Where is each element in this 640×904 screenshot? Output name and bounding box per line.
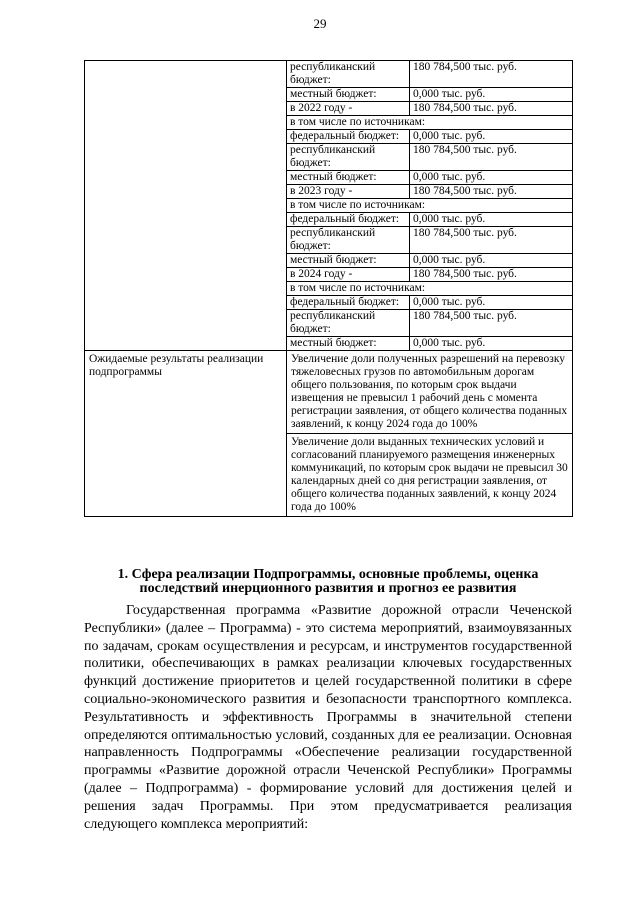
result-item: Увеличение доли полученных разрешений на перевозку тяжеловесных грузов по автомобильным дорогам общего пользования, по которым срок выдачи извещения не превысил 1 рабочий день с момента регистрации заявления, от общего количества поданных заявлений, к концу 2024 года до 100% bbox=[287, 351, 573, 434]
year-value: 180 784,500 тыс. руб. bbox=[410, 268, 573, 282]
page-number: 29 bbox=[313, 16, 327, 31]
budget-value: 0,000 тыс. руб. bbox=[410, 171, 573, 185]
budget-label: федеральный бюджет: bbox=[287, 130, 410, 144]
year-value: 180 784,500 тыс. руб. bbox=[410, 185, 573, 199]
results-label: Ожидаемые результаты реализации подпрограммы bbox=[85, 351, 287, 517]
budget-label: местный бюджет: bbox=[287, 88, 410, 102]
year-label: в 2022 году - bbox=[287, 102, 410, 116]
sources-label: в том числе по источникам: bbox=[287, 116, 573, 130]
sources-label: в том числе по источникам: bbox=[287, 282, 573, 296]
table-row bbox=[85, 351, 573, 434]
budget-value: 0,000 тыс. руб. bbox=[410, 254, 573, 268]
budget-label: республиканский бюджет: bbox=[287, 310, 410, 337]
budget-label: федеральный бюджет: bbox=[287, 213, 410, 227]
year-value: 180 784,500 тыс. руб. bbox=[410, 102, 573, 116]
budget-label: республиканский бюджет: bbox=[287, 227, 410, 254]
budget-value: 180 784,500 тыс. руб. bbox=[410, 310, 573, 337]
year-label: в 2024 году - bbox=[287, 268, 410, 282]
budget-value: 0,000 тыс. руб. bbox=[410, 337, 573, 351]
section-heading-line: последствий инерционного развития и прогноз ее развития bbox=[139, 581, 517, 596]
budget-value: 180 784,500 тыс. руб. bbox=[410, 144, 573, 171]
budget-value: 0,000 тыс. руб. bbox=[410, 130, 573, 144]
result-item: Увеличение доли выданных технических условий и согласований планируемого размещения инженерных коммуникаций, по которым срок выдачи не превысил 30 календарных дней со дня регистрации заявления, от общего количества поданных заявлений, к концу 2024 года до 100% bbox=[287, 434, 573, 517]
budget-label: республиканский бюджет: bbox=[287, 144, 410, 171]
budget-value: 0,000 тыс. руб. bbox=[410, 88, 573, 102]
budget-label: федеральный бюджет: bbox=[287, 296, 410, 310]
funding-label-cell bbox=[85, 61, 287, 351]
body-paragraph: Государственная программа «Развитие дорожной отрасли Чеченской Республики» (далее – Программа) - это система мероприятий, взаимоувязанных по задачам, срокам осуществления и ресурсам, и инструментов государственной политики, обеспечивающих в рамках реализации ключевых государственных функций достижение приоритетов и целей государственной политики в сфере социально-экономического развития и безопасности транспортного комплекса. Результативность и эффективность Программы в значительной степени определяются оптимальностью условий, созданных для ее реализации. Основная направленность Подпрограммы «Обеспечение реализации государственной программы «Развитие дорожной отрасли Чеченской Республики» Программы (далее – Подпрограмма) - формирование условий для достижения целей и решения задач Программы. При этом предусматривается реализация следующего комплекса мероприятий: bbox=[84, 603, 572, 832]
budget-value: 180 784,500 тыс. руб. bbox=[410, 227, 573, 254]
budget-label: местный бюджет: bbox=[287, 337, 410, 351]
budget-value: 0,000 тыс. руб. bbox=[410, 296, 573, 310]
sources-label: в том числе по источникам: bbox=[287, 199, 573, 213]
budget-value: 0,000 тыс. руб. bbox=[410, 213, 573, 227]
table-row bbox=[85, 61, 573, 88]
budget-value: 180 784,500 тыс. руб. bbox=[410, 61, 573, 88]
section-heading-line: 1. Сфера реализации Подпрограммы, основные проблемы, оценка bbox=[117, 567, 539, 582]
year-label: в 2023 году - bbox=[287, 185, 410, 199]
budget-label: республиканский бюджет: bbox=[287, 61, 410, 88]
budget-label: местный бюджет: bbox=[287, 171, 410, 185]
budget-label: местный бюджет: bbox=[287, 254, 410, 268]
funding-table bbox=[84, 60, 573, 517]
section-heading bbox=[84, 568, 572, 596]
